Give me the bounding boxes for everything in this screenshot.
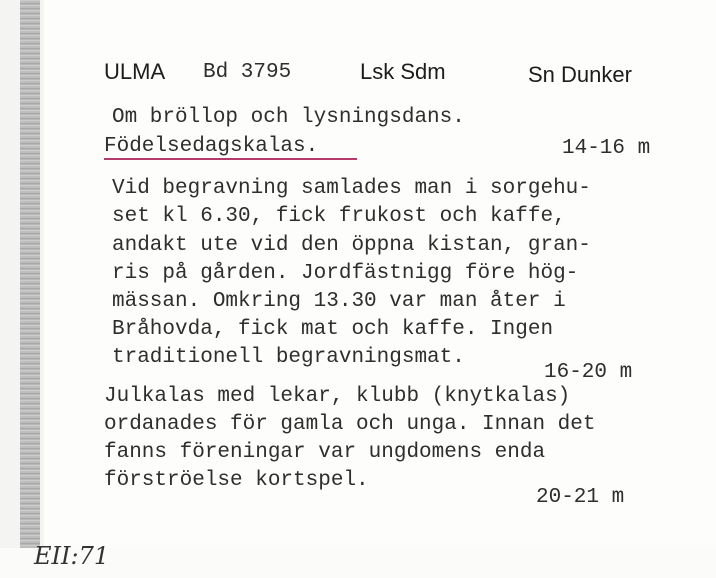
header-informant: Sn Dunker — [528, 62, 632, 87]
section3-line: Julkalas med lekar, klubb (knytkalas) — [104, 385, 571, 408]
section3-line: fanns föreningar var ungdomens enda — [104, 441, 546, 464]
section1-line-2: Födelsedagskalas. — [104, 135, 319, 158]
section2-line: set kl 6.30, fick frukost och kaffe, — [112, 205, 566, 228]
section2-line: traditionell begravningsmat. — [112, 346, 465, 369]
header-county: Lsk Sdm — [360, 59, 446, 84]
section2-line: Bråhovda, fick mat och kaffe. Ingen — [112, 318, 554, 341]
header-parish: ULMA — [104, 59, 166, 84]
section2-line: Vid begravning samlades man i sorgehu- — [112, 177, 591, 200]
binding-strip — [20, 0, 40, 552]
highlight-underline — [104, 158, 357, 160]
archive-signature: EII:71 — [34, 542, 110, 570]
section2-line: ris på gården. Jordfästnigg före hög- — [112, 262, 579, 285]
section3-line: ordanades för gamla och unga. Innan det — [104, 413, 596, 436]
header-volume: Bd 3795 — [203, 61, 292, 84]
section1-line-1: Om bröllop och lysningsdans. — [112, 106, 465, 129]
section3-line: förströelse kortspel. — [104, 469, 369, 492]
section3-pages: 20-21 m — [536, 486, 625, 509]
section2-line: mässan. Omkring 13.30 var man åter i — [112, 290, 566, 313]
section2-line: andakt ute vid den öppna kistan, gran- — [112, 234, 591, 257]
section2-pages: 16-20 m — [544, 361, 633, 384]
section1-pages: 14-16 m — [562, 137, 651, 160]
